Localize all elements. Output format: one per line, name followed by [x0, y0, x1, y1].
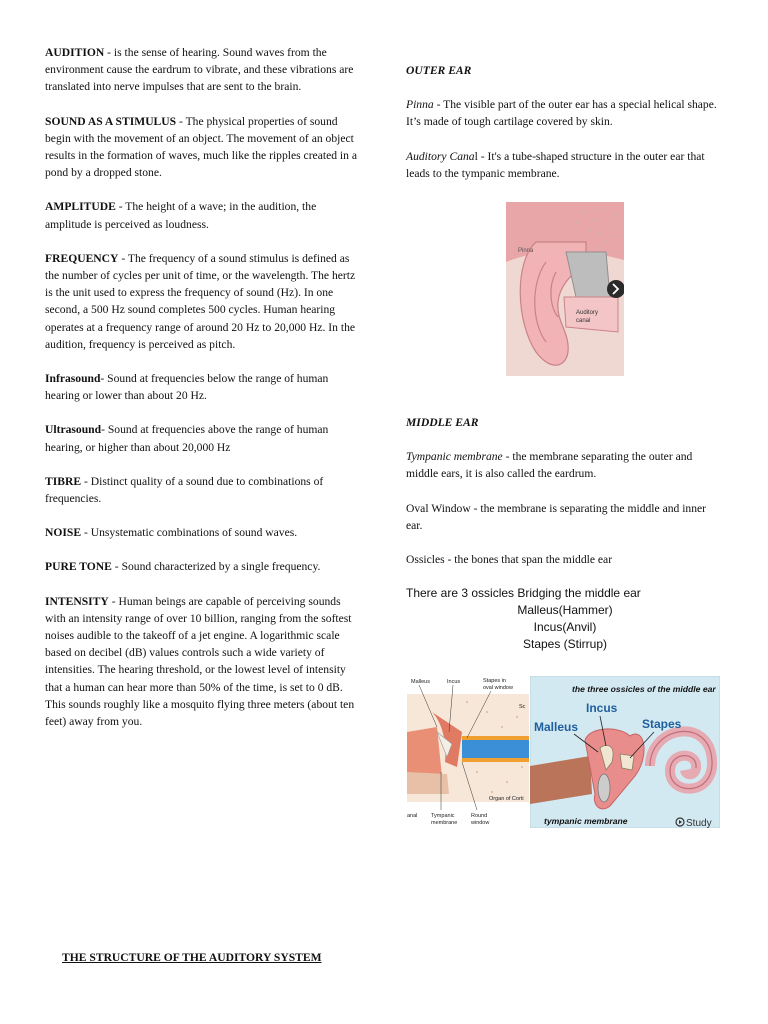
pinna-paragraph: Pinna - The visible part of the outer ear has a special helical shape. It’s made of tough cartilage covered by skin.	[406, 98, 717, 129]
svg-text:Stapes in: Stapes in	[483, 678, 506, 684]
ossicles-paragraph: Ossicles - the bones that span the middle ear	[406, 553, 613, 567]
infrasound-paragraph: Infrasound- Sound at frequencies below the range of human hearing or lower than about 20 Hz.	[45, 372, 329, 403]
middle-ear-heading: MIDDLE EAR	[406, 416, 479, 429]
outer-ear-figure	[506, 202, 624, 376]
svg-text:membrane: membrane	[431, 820, 458, 826]
right-column-top	[406, 62, 724, 199]
tympanic-paragraph: Tympanic membrane - the membrane separating the outer and middle ears, it is also called the eardrum.	[406, 450, 693, 481]
right-column-middle	[406, 414, 724, 653]
middle-ear-figure	[407, 672, 529, 830]
intensity-paragraph: INTENSITY - Human beings are capable of perceiving sounds with an intensity range of over 10 billion, ranging from the softest noises audible to the takeoff of a jet engine. A logarithmic scale based on decibel (dB) values controls such a wide variety of intensities. The hearing threshold, or the lowest level of intensity that a human can hear more than 50% of the time, is set to 0 dB. This sounds roughly like a mosquito flying three meters (about ten feet) away from you.	[45, 594, 355, 729]
svg-text:the three ossicles of the midd: the three ossicles of the middle ear	[572, 684, 716, 694]
noise-paragraph: NOISE - Unsystematic combinations of sound waves.	[45, 526, 298, 540]
audition-paragraph: AUDITION - is the sense of hearing. Sound waves from the environment cause the eardrum to vibrate, and these vibrations are translated into nerve impulses that are sent to the brain.	[45, 46, 354, 94]
svg-text:Malleus: Malleus	[411, 679, 430, 685]
ossicles-figure	[530, 676, 720, 828]
outer-ear-illustration	[506, 202, 624, 376]
oval-window-paragraph: Oval Window - the membrane is separating the middle and inner ear.	[406, 501, 707, 532]
svg-text:window: window	[471, 820, 490, 826]
svg-text:Stapes: Stapes	[642, 717, 682, 731]
svg-text:Round: Round	[471, 813, 488, 819]
svg-text:Tympanic: Tympanic	[431, 813, 455, 819]
tibre-paragraph: TIBRE - Distinct quality of a sound due to combinations of frequencies.	[45, 474, 324, 506]
ultrasound-paragraph: Ultrasound- Sound at frequencies above the range of human hearing, or higher than about 20,000 Hz	[45, 423, 329, 454]
middle-ear-illustration	[407, 672, 529, 830]
svg-text:oval window: oval window	[483, 685, 513, 691]
svg-text:Study: Study	[686, 818, 712, 828]
ossicle-malleus: Malleus(Hammer)	[517, 603, 613, 618]
ossicles-intro: There are 3 ossicles Bridging the middle ear	[406, 586, 641, 601]
outer-ear-heading: OUTER EAR	[406, 64, 472, 77]
svg-text:anal: anal	[407, 813, 418, 819]
svg-text:Auditory: Auditory	[576, 310, 599, 316]
svg-text:tympanic membrane: tympanic membrane	[544, 816, 628, 826]
svg-text:Incus: Incus	[586, 701, 618, 715]
canal-paragraph: Auditory Canal - It's a tube-shaped structure in the outer ear that leads to the tympanic membrane.	[406, 149, 705, 180]
section-title: THE STRUCTURE OF THE AUDITORY SYSTEM	[62, 951, 322, 964]
ossicle-incus: Incus(Anvil)	[533, 620, 597, 635]
ossicles-list-block	[406, 585, 724, 653]
puretone-paragraph: PURE TONE - Sound characterized by a single frequency.	[45, 560, 321, 574]
sound-paragraph: SOUND AS A STIMULUS - The physical properties of sound begin with the movement of an object. The movement of an object results in the formation of waves, much like the ripples created in a pond by a dropped stone.	[45, 114, 357, 180]
svg-text:Pinna: Pinna	[518, 248, 534, 254]
ossicles-illustration	[530, 676, 720, 828]
ossicle-stapes: Stapes (Stirrup)	[522, 637, 608, 652]
svg-text:Malleus: Malleus	[534, 720, 579, 734]
svg-text:Incus: Incus	[447, 679, 461, 685]
amplitude-paragraph: AMPLITUDE - The height of a wave; in the audition, the amplitude is perceived as loudness.	[45, 200, 317, 231]
svg-text:Sc: Sc	[519, 704, 526, 710]
left-column	[45, 44, 363, 747]
frequency-paragraph: FREQUENCY - The frequency of a sound stimulus is defined as the number of cycles per unit of time, or the wavelength. The hertz is the unit used to express the frequency of sound (Hz). In one second, a 500 Hz sound completes 500 cycles. Human hearing operates at a frequency range of around 20 Hz to 20,000 Hz. In the audition, frequency is perceived as pitch.	[45, 251, 356, 351]
svg-text:Organ of Corti: Organ of Corti	[489, 796, 524, 802]
svg-text:canal: canal	[576, 318, 591, 324]
